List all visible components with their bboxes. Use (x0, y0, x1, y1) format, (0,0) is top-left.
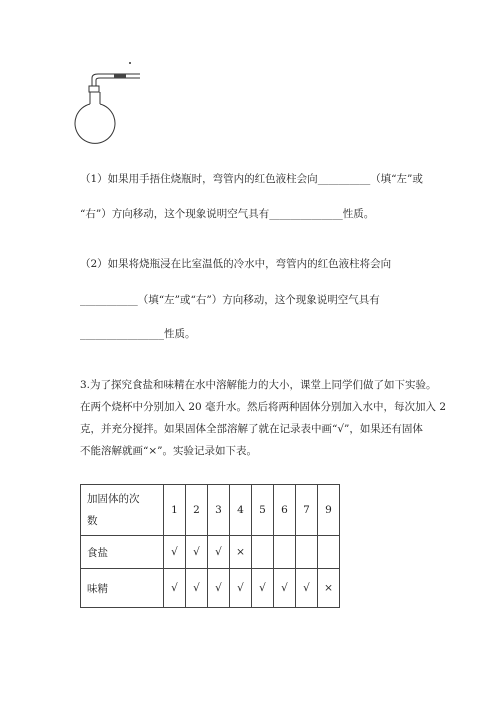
result-cell: √ (296, 569, 318, 608)
result-cell: √ (186, 536, 208, 569)
stopper (89, 86, 99, 92)
result-cell: √ (164, 569, 186, 608)
trial-number: 4 (230, 485, 252, 536)
trial-number: 1 (164, 485, 186, 536)
q2-part2-text-a: （2）如果将烧瓶浸在比室温低的冷水中，弯管内的红色液柱将会向 (80, 258, 392, 270)
liquid-column (114, 74, 126, 78)
table-row-msg (81, 569, 340, 608)
row-label-salt: 食盐 (81, 536, 164, 569)
answer-blank[interactable]: ________________ (80, 328, 164, 340)
table-header-row (81, 485, 340, 536)
trial-count-header: 加固体的次 数 (81, 485, 164, 536)
q2-part2-line2 (80, 293, 380, 307)
answer-blank[interactable]: __________ (317, 173, 371, 185)
q2-part1-line1 (80, 172, 423, 186)
result-cell: √ (230, 569, 252, 608)
q2-part1-text-b: （填“左”或 (370, 173, 423, 185)
q2-part2-text-b: （填“左”或“右”）方向移动，这个现象说明空气具有 (137, 294, 380, 306)
q2-part1-text-c: “右”）方向移动，这个现象说明空气具有 (80, 208, 270, 220)
trial-number: 3 (208, 485, 230, 536)
trial-number: 9 (318, 485, 340, 536)
result-cell: √ (164, 536, 186, 569)
q3-line2: 在两个烧杯中分别加入 20 毫升水。然后将两种固体分别加入水中，每次加入 2 (80, 401, 447, 413)
q2-part1-text-a: （1）如果用手捂住烧瓶时，弯管内的红色液柱会向 (80, 173, 318, 185)
result-cell (296, 536, 318, 569)
trial-number: 7 (296, 485, 318, 536)
table-row-salt (81, 536, 340, 569)
result-cell: √ (274, 569, 296, 608)
result-cell: × (318, 569, 340, 608)
result-cell (274, 536, 296, 569)
experiment-record-table (80, 484, 340, 608)
answer-blank[interactable]: ______________ (269, 208, 343, 220)
result-cell: √ (252, 569, 274, 608)
trial-number: 5 (252, 485, 274, 536)
q2-part2-text-c: 性质。 (164, 328, 196, 340)
result-cell: √ (208, 536, 230, 569)
flask-diagram (72, 60, 152, 146)
trial-number: 2 (186, 485, 208, 536)
result-cell: × (230, 536, 252, 569)
result-cell (318, 536, 340, 569)
q2-part1-line2 (80, 207, 374, 221)
q3-paragraph (80, 374, 446, 462)
result-cell: √ (208, 569, 230, 608)
q2-part2-line3 (80, 327, 196, 341)
q3-line4: 不能溶解就画“×”。实验记录如下表。 (80, 445, 258, 457)
q3-line1: 3.为了探究食盐和味精在水中溶解能力的大小，课堂上同学们做了如下实验。 (80, 379, 437, 391)
trial-number: 6 (274, 485, 296, 536)
flask-bulb (75, 104, 115, 143)
answer-blank[interactable]: ___________ (80, 294, 138, 306)
q2-part1-text-d: 性质。 (342, 208, 375, 220)
result-cell: √ (186, 569, 208, 608)
q2-part2-line1 (80, 257, 391, 271)
row-label-msg: 味精 (81, 569, 164, 608)
q3-line3: 克，并充分搅拌。如果固体全部溶解了就在记录表中画“√”，如果还有固体 (80, 423, 423, 435)
result-cell (252, 536, 274, 569)
